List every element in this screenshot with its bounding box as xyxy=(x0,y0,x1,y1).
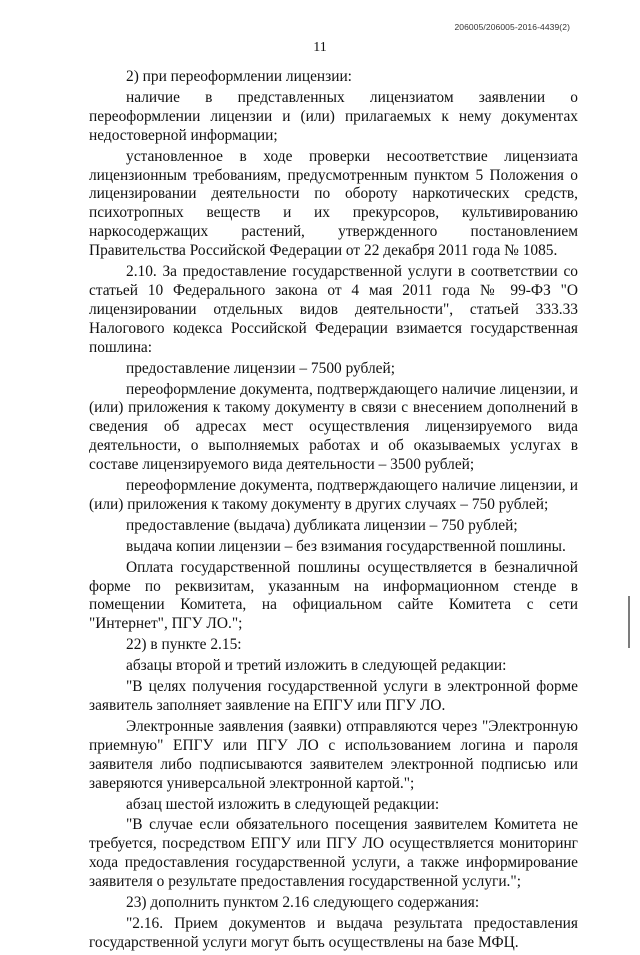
paragraph: Оплата государственной пошлины осуществляется в безналичной форме по реквизитам, указанным на информационном стенде в помещении Комитета, на официальном сайте Комитета с сети "Интернет", ПГУ ЛО."; xyxy=(89,558,578,633)
paragraph: переоформление документа, подтверждающего наличие лицензии, и (или) приложения к такому документу в других случаях – 750 рублей; xyxy=(89,477,578,513)
paragraph: наличие в представленных лицензиатом заявлении о переоформлении лицензии и (или) прилагаемых к нему документах недостоверной информации; xyxy=(89,88,578,144)
paragraph: 23) дополнить пунктом 2.16 следующего содержания: xyxy=(126,894,480,912)
paragraph: 2.10. За предоставление государственной услуги в соответствии со статьей 10 Федерального закона от 4 мая 2011 года № 99-ФЗ "О лицензировании отдельных видов деятельности", статьей 333.33 Налогового кодекса Российской Федерации взимается государственная пошлина: xyxy=(89,263,578,356)
page-number: 11 xyxy=(313,40,327,55)
paragraph: переоформление документа, подтверждающего наличие лицензии, и (или) приложения к такому документу в связи с внесением дополнений в сведения об адресах мест осуществления лицензируемого вида деятельности, о выполняемых работах и об оказываемых услугах в составе лицензируемого вида деятельности – 3500 рублей; xyxy=(89,380,578,474)
paragraph: установленное в ходе проверки несоответствие лицензиата лицензионным требованиям, предусмотренным пунктом 5 Положения о лицензировании деятельности по обороту наркотических средств, психотропных веществ и их прекурсоров, культивированию наркосодержащих растений, утвержденного постановлением Правительства Российской Федерации от 22 декабря 2011 года № 1085. xyxy=(89,147,578,260)
paragraph: "2.16. Прием документов и выдача результата предоставления государственной услуги могут быть осуществлены на базе МФЦ. xyxy=(89,914,578,951)
paragraph: абзацы второй и третий изложить в следующей редакции: xyxy=(126,657,507,675)
document-id: 206005/206005-2016-4439(2) xyxy=(454,22,570,32)
paragraph: "В случае если обязательного посещения заявителем Комитета не требуется, посредством ЕПГУ или ПГУ ЛО осуществляется мониторинг хода предоставления государственной услуги, а также информирование заявителя о результате предоставления государственной услуги."; xyxy=(89,816,578,891)
paragraph: 2) при переоформлении лицензии: xyxy=(126,68,352,85)
paragraph: абзац шестой изложить в следующей редакции: xyxy=(126,795,440,813)
paragraph: Электронные заявления (заявки) отправляются через "Электронную приемную" ЕПГУ или ПГУ ЛО с использованием логина и пароля заявителя либо подписываются заявителем электронной подписью или заверяются универсальной электронной картой."; xyxy=(89,717,578,792)
paragraph: предоставление лицензии – 7500 рублей; xyxy=(126,359,396,377)
paragraph: выдача копии лицензии – без взимания государственной пошлины. xyxy=(126,537,566,555)
paragraph: 22) в пункте 2.15: xyxy=(126,636,242,654)
paragraph: "В целях получения государственной услуги в электронной форме заявитель заполняет заявление на ЕПГУ или ПГУ ЛО. xyxy=(89,678,578,714)
document-body xyxy=(89,68,578,955)
paragraph: предоставление (выдача) дубликата лицензии – 750 рублей; xyxy=(126,516,518,534)
margin-mark xyxy=(628,596,630,648)
